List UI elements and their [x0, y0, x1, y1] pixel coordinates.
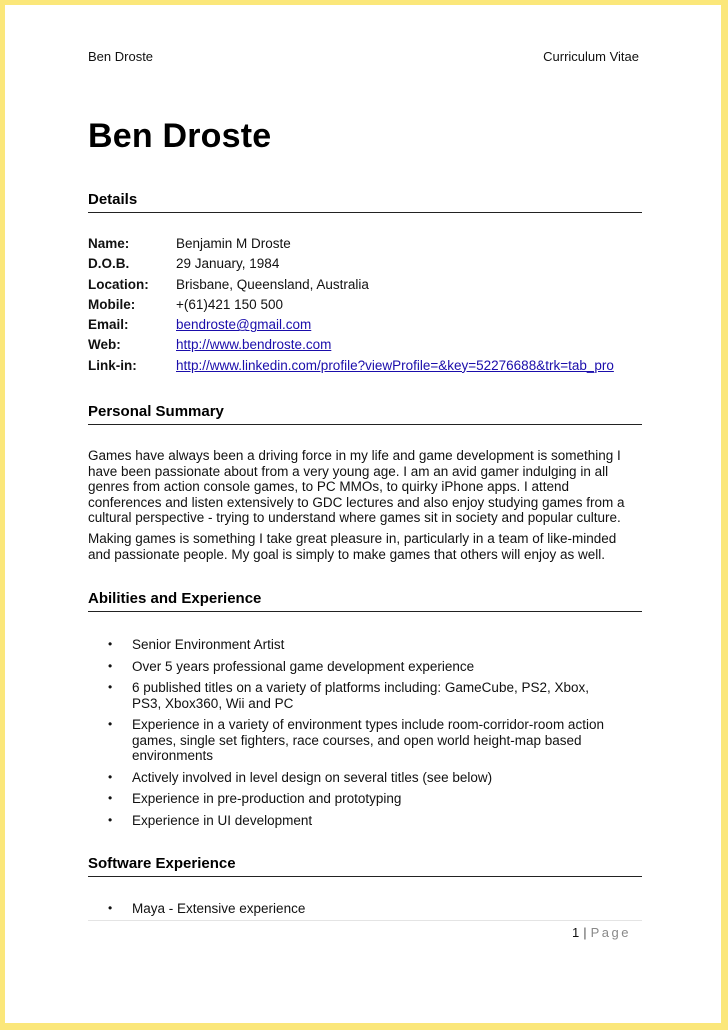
abilities-list	[88, 637, 618, 834]
details-row-location	[88, 275, 614, 295]
header-doc-type: Curriculum Vitae	[543, 49, 639, 64]
personal-summary-heading: Personal Summary	[88, 403, 642, 425]
details-row-email	[88, 315, 614, 335]
details-label: Name:	[88, 236, 130, 251]
details-label: Mobile:	[88, 296, 136, 312]
details-row-linkedin	[88, 356, 614, 376]
page-number-value: 1	[572, 925, 580, 940]
details-heading: Details	[88, 191, 642, 213]
list-item: • 6 published titles on a variety of platforms including: GameCube, PS2, Xbox, PS3, Xbox360, Wii and PC	[88, 680, 618, 711]
details-row-web	[88, 335, 614, 355]
resume-page	[5, 5, 721, 1023]
summary-paragraph: Making games is something I take great pleasure in, particularly in a team of like-minded and passionate people. My goal is simply to make games that others will enjoy as well.	[88, 531, 617, 562]
candidate-name: Ben Droste	[88, 117, 272, 155]
website-link[interactable]: http://www.bendroste.com	[176, 337, 332, 353]
abilities-heading: Abilities and Experience	[88, 590, 642, 612]
email-link[interactable]: bendroste@gmail.com	[176, 317, 312, 333]
page-number	[572, 925, 631, 940]
details-row-dob	[88, 254, 614, 274]
summary-paragraph: Games have always been a driving force in my life and game development is something I have been passionate about from a very young age. I am an avid gamer indulging in all genres from action console games, to PC MMOs, to quirky iPhone apps. I attend conferences and listen extensively to GDC lectures and also enjoy studying games from a cultural perspective - trying to understand where games sit in society and popular culture.	[88, 448, 625, 525]
list-item: • Experience in a variety of environment types include room-corridor-room action games, single set fighters, race courses, and open world height-map based environments	[88, 717, 618, 764]
details-value-location: Brisbane, Queensland, Australia	[176, 276, 369, 292]
details-label: Link-in:	[88, 357, 137, 373]
page-word: Page	[590, 925, 631, 940]
page-separator: |	[583, 925, 587, 940]
details-value-name: Benjamin M Droste	[176, 236, 291, 251]
details-table	[88, 234, 614, 376]
header-author: Ben Droste	[88, 49, 154, 64]
details-label: D.O.B.	[88, 256, 130, 272]
details-row-name	[88, 234, 614, 254]
linkedin-link[interactable]: http://www.linkedin.com/profile?viewProfile=&key=52276688&trk=tab_pro	[176, 357, 614, 373]
list-item: • Maya - Extensive experience	[88, 901, 618, 917]
list-item: • Experience in UI development	[88, 813, 618, 829]
details-value-mobile: +(61)421 150 500	[176, 296, 283, 312]
details-label: Location:	[88, 276, 149, 292]
list-item: • Over 5 years professional game development experience	[88, 659, 618, 675]
software-heading: Software Experience	[88, 855, 642, 877]
details-label: Web:	[88, 337, 121, 353]
footer-divider	[88, 920, 642, 921]
list-item: • Actively involved in level design on several titles (see below)	[88, 770, 618, 786]
details-value-dob: 29 January, 1984	[176, 256, 280, 272]
details-label: Email:	[88, 317, 129, 333]
list-item: • Experience in pre-production and prototyping	[88, 791, 618, 807]
list-item: • Senior Environment Artist	[88, 637, 618, 653]
details-row-mobile	[88, 295, 614, 315]
